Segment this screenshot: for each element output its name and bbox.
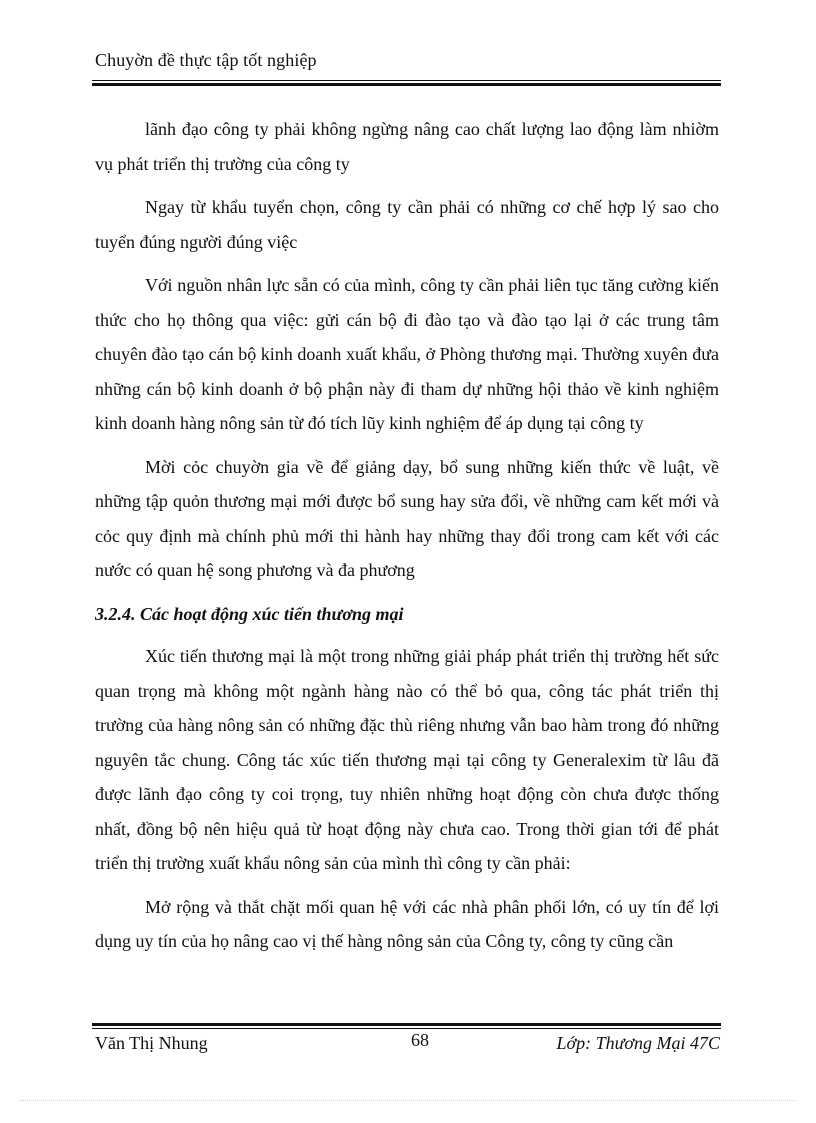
paragraph-3: Với nguồn nhân lực sẵn có của mình, công ty cần phải liên tục tăng cường kiến thức cho họ thông qua việc: gửi cán bộ đi đào tạo và đào tạo lại ở các trung tâm chuyên đào tạo cán bộ kinh doanh xuất khẩu, ở Phòng thương mại. Thường xuyên đưa những cán bộ kinh doanh ở bộ phận này đi tham dự những hội thảo về kinh nghiệm kinh doanh hàng nông sản từ đó tích lũy kinh nghiệm để áp dụng tại công ty <box>95 275 719 433</box>
footer-class-label: Lớp: Thương Mại 47C <box>556 1033 720 1053</box>
page-content <box>95 112 719 968</box>
page-bottom-divider <box>20 1100 796 1101</box>
footer-author: Văn Thị Nhung <box>95 1033 208 1053</box>
paragraph-2: Ngay từ khẩu tuyển chọn, công ty cần phải có những cơ chế hợp lý sao cho tuyển đúng người đúng việc <box>95 197 719 252</box>
paragraph-4: Mời cỏc chuyờn gia về để giảng dạy, bổ sung những kiến thức về luật, về những tập quỏn thương mại mới được bổ sung hay sửa đổi, về những cam kết mới và cỏc quy định mà chính phủ mới thi hành hay những thay đổi trong cam kết với các nước có quan hệ song phương và đa phương <box>95 456 719 580</box>
paragraph-1: lãnh đạo công ty phải không ngừng nâng cao chất lượng lao động làm nhiờm vụ phát triển thị trường của công ty <box>95 119 719 174</box>
footer-rule <box>92 1023 721 1029</box>
section-heading: 3.2.4. Các hoạt động xúc tiến thương mại <box>95 603 404 624</box>
section-paragraph-1: Xúc tiến thương mại là một trong những giải pháp phát triển thị trường hết sức quan trọng mà không một ngành hàng nào có thể bỏ qua, công tác phát triển thị trường của hàng nông sản có những đặc thù riêng nhưng vẫn bao hàm trong đó những nguyên tắc chung. Công tác xúc tiến thương mại tại công ty Generalexim từ lâu đã được lãnh đạo công ty coi trọng, tuy nhiên những hoạt động còn chưa được thống nhất, đồng bộ nên hiệu quả từ hoạt động này chưa cao. Trong thời gian tới để phát triển thị trường xuất khẩu nông sản của mình thì công ty cần phải: <box>95 646 719 873</box>
page-number: 68 <box>411 1030 429 1050</box>
section-paragraph-2: Mở rộng và thắt chặt mối quan hệ với các nhà phân phối lớn, có uy tín để lợi dụng uy tín của họ nâng cao vị thế hàng nông sản của Công ty, công ty cũng cần <box>95 896 719 951</box>
header-rule <box>92 80 721 86</box>
header-title: Chuyờn đề thực tập tốt nghiệp <box>95 50 317 70</box>
